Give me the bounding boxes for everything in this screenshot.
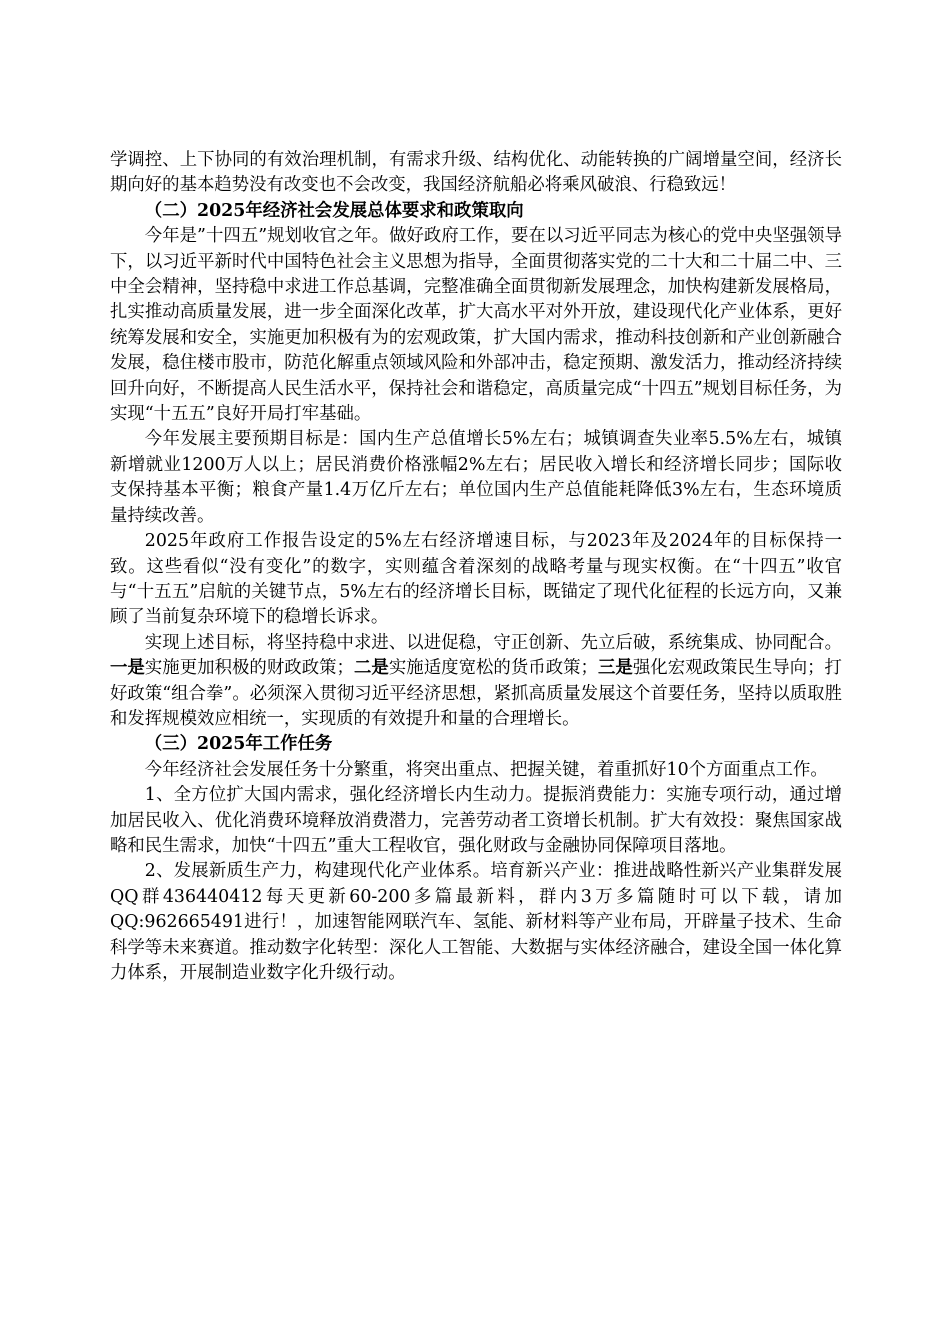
- section-heading-3: （三）2025年工作任务: [144, 734, 333, 755]
- policy-three-label: 三是: [597, 658, 633, 679]
- section-heading-2: （二）2025年经济社会发展总体要求和政策取向: [144, 200, 524, 221]
- policy-one-label: 一是: [110, 658, 145, 679]
- policy-two-text: 实施适度宽松的货币政策；: [388, 658, 598, 679]
- policy-three-text: 强化宏观政策民生导向；打好政策“组合拳”。必须深入贯彻习近平经济思想，紧抓高质量发展这个首要任务，坚持以质取胜和发挥规模效应相统一，实现质的有效提升和量的合理增长。: [110, 658, 842, 729]
- policy-one-text: 实施更加积极的财政政策；: [144, 658, 354, 679]
- paragraph-task-2: 2、发展新质生产力，构建现代化产业体系。培育新兴产业：推进战略性新兴产业集群发展QQ群436440412每天更新60-200多篇最新料，群内3万多篇随时可以下载，请加QQ:962665491进行！，加速智能网联汽车、氢能、新材料等产业布局，开辟量子技术、生命科学等未来赛道。推动数字化转型：深化人工智能、大数据与实体经济融合，建设全国一体化算力体系，开展制造业数字化升级行动。: [110, 861, 842, 983]
- paragraph-tasks-intro: 今年经济社会发展任务十分繁重，将突出重点、把握关键，着重抓好10个方面重点工作。: [144, 759, 828, 780]
- paragraph-continuation: 学调控、上下协同的有效治理机制，有需求升级、结构优化、动能转换的广阔增量空间，经济长期向好的基本趋势没有改变也不会改变，我国经济航船必将乘风破浪、行稳致远！: [110, 150, 842, 196]
- paragraph-targets: 今年发展主要预期目标是：国内生产总值增长5%左右；城镇调查失业率5.5%左右，城镇新增就业1200万人以上；居民消费价格涨幅2%左右；居民收入增长和经济增长同步；国际收支保持基本平衡；粮食产量1.4万亿斤左右；单位国内生产总值能耗降低3%左右，生态环境质量持续改善。: [110, 429, 842, 526]
- paragraph-policy: [110, 631, 842, 733]
- paragraph-growth-target: 2025年政府工作报告设定的5%左右经济增速目标，与2023年及2024年的目标保持一致。这些看似“没有变化”的数字，实则蕴含着深刻的战略考量与现实权衡。在“十四五”收官与“十五五”启航的关键节点，5%左右的经济增长目标，既锚定了现代化征程的长远方向，又兼顾了当前复杂环境下的稳增长诉求。: [110, 531, 842, 628]
- paragraph-general-requirements: 今年是”十四五”规划收官之年。做好政府工作，要在以习近平同志为核心的党中央坚强领导下，以习近平新时代中国特色社会主义思想为指导，全面贯彻落实党的二十大和二十届二中、三中全会精神，坚持稳中求进工作总基调，完整准确全面贯彻新发展理念，加快构建新发展格局，扎实推动高质量发展，进一步全面深化改革，扩大高水平对外开放，建设现代化产业体系，更好统筹发展和安全，实施更加积极有为的宏观政策，扩大国内需求，推动科技创新和产业创新融合发展，稳住楼市股市，防范化解重点领域风险和外部冲击，稳定预期、激发活力，推动经济持续回升向好，不断提高人民生活水平，保持社会和谐稳定，高质量完成“十四五”规划目标任务，为实现“十五五”良好开局打牢基础。: [110, 226, 842, 425]
- policy-two-label: 二是: [353, 658, 389, 679]
- policy-intro: 实现上述目标，将坚持稳中求进、以进促稳，守正创新、先立后破，系统集成、协同配合。: [144, 632, 842, 653]
- document-page: [110, 148, 842, 986]
- paragraph-task-1: 1、全方位扩大国内需求，强化经济增长内生动力。提振消费能力：实施专项行动，通过增加居民收入、优化消费环境释放消费潜力，完善劳动者工资增长机制。扩大有效投：聚焦国家战略和民生需求，加快“十四五”重大工程收官，强化财政与金融协同保障项目落地。: [110, 785, 842, 856]
